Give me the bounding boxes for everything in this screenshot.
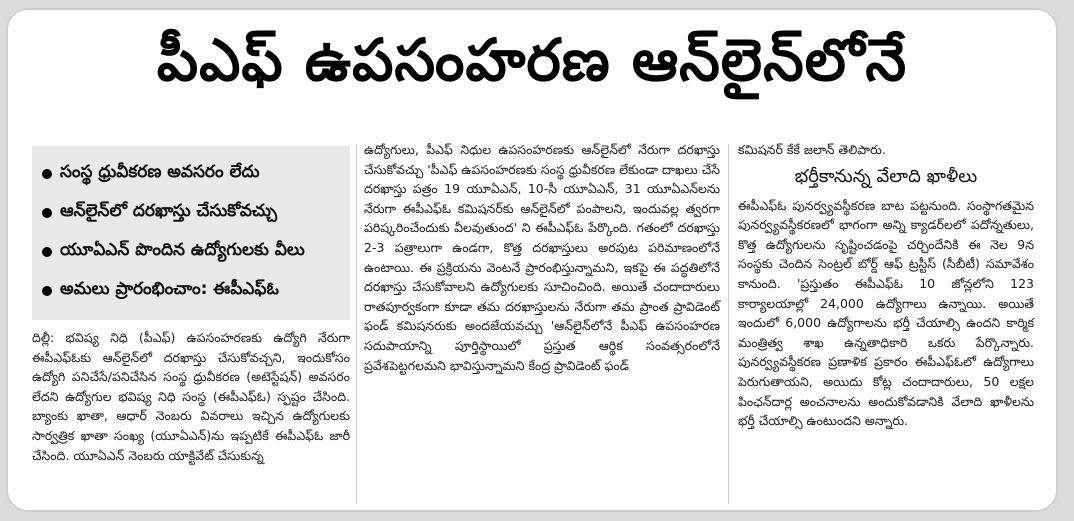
article-paragraph: ఉద్యోగులు, పీఎఫ్ నిధుల ఉపసంహరణకు ఆన్‌లైన్‌లో నేరుగా దరఖాస్తు చేసుకోవచ్చు 'పీఎఫ్ ఉపసంహరణకు సంస్థ ధ్రువీకరణ లేకుండా దాఖలు చేసే దరఖాస్తు పత్రం 19 యూఏఎన్, 10-సీ యూఏఎన్, 31 యూఏఎన్‌లను నేరుగా ఈపీఎఫ్ఓ కమిషనర్‌కు ఆన్‌లైన్‌లో పంపాలని, ఇందువల్ల త్వరగా పరిష్కరించేందుకు వీలవుతుంద' ని ఈపీఎఫ్ఓ పేర్కొంది. గతంలో దరఖాస్తు 2-3 పత్రాలుగా ఉండగా, కొత్త దరఖాస్తులు అరపుట పరిమాణంలోనే ఉంటాయి. ఈ ప్రక్రియను వెంటనే ప్రారంభిస్తున్నామని, ఇకపై ఈ పద్ధతిలోనే దరఖాస్తు చేసుకోవాలని ఉద్యోగులకు సూచించింది. అయితే చందాదారులు రాతపూర్వకంగా కూడా తమ దరఖాస్తులను నేరుగా తమ ప్రాంత ప్రావిడెంట్ ఫండ్ కమిషనరుకు అందజేయవచ్చు 'ఆన్‌లైన్‌లోనే పీఎఫ్ ఉపసంహరణ సదుపాయాన్ని పూర్తిస్థాయిలో ప్రస్తుత ఆర్థిక సంవత్సరంలోనే ప్రవేశపెట్టగలమని భావిస్తున్నామని కేంద్ర ప్రావిడెంట్ ఫండ్: [364, 142, 720, 373]
newspaper-clipping: [6, 8, 1058, 512]
article-column-1: [32, 328, 350, 465]
headline: పీఎఫ్ ఉపసంహరణ ఆన్‌లైన్‌లోనే: [156, 26, 908, 94]
bullet-icon: [42, 208, 52, 218]
article-paragraph: దిల్లీ: భవిష్య నిధి (పీఎఫ్) ఉపసంహరణకు ఉద్యోగి నేరుగా ఈపీఎఫ్ఓకు ఆన్‌లైన్‌లో దరఖాస్తు చేసుకోవచ్చని, ఇందుకోసం ఉద్యోగి పనిచేసే/పనిచేసిన సంస్థ ధ్రువీకరణ (అటెస్టేషన్) అవసరం లేదని ఉద్యోగుల భవిష్య నిధి సంస్థ (ఈపీఎఫ్ఓ) స్పష్టం చేసింది. బ్యాంకు ఖాతా, ఆధార్ నెంబరు వివరాలు ఇచ్చిన ఉద్యోగులకు సార్వత్రిక ఖాతా సంఖ్య (యూఏఎన్)ను ఇప్పటికే ఈపీఎఫ్ఓ జారీ చేసింది. యూఏఎన్ నెంబరు యాక్టివేట్ చేసుకున్న: [32, 330, 350, 463]
article-paragraph: కమిషనర్ కేకే జలాన్ తెలిపారు.: [738, 142, 886, 157]
column-divider: [728, 144, 729, 504]
highlight-item: [42, 154, 340, 193]
highlight-item: [42, 271, 340, 310]
highlight-text: సంస్థ ధ్రువీకరణ అవసరం లేదు: [60, 161, 260, 182]
bullet-icon: [42, 247, 52, 257]
bullet-icon: [42, 169, 52, 179]
highlight-text: యూఏఎన్ పొందిన ఉద్యోగులకు వీలు: [60, 239, 305, 260]
article-column-3: [738, 140, 1034, 431]
article-column-2: [364, 140, 720, 375]
article-paragraph: ఈపీఎఫ్ఓ పునర్వ్యవస్థీకరణ బాట పట్టనుంది. సంస్థాగతమైన పునర్వ్యవస్థీకరణలో భాగంగా అన్ని క్యాడర్‌లలో పదోన్నతులు, కొత్త ఉద్యోగులను సృష్టించడంపై చర్చిందేనికి ఈ నెల 9న సంస్థకు చెందిన సెంట్రల్ బోర్డ్ ఆఫ్ ట్రస్టీస్ (సీబీటీ) సమావేశం కానుంది. 'ప్రస్తుతం ఈపీఎఫ్ఓ 10 జోన్లలోని 123 కార్యాలయాల్లో 24,000 ఉద్యోగాలు ఉన్నాయి. అయితే ఇందులో 6,000 ఉద్యోగాలను భర్తీ చేయాల్సి ఉందని కార్మిక మంత్రిత్వ శాఖ ఉన్నతాధికారి ఒకరు పేర్కొన్నారు. పునర్వ్యవస్థీకరణ ప్రణాళిక ప్రకారం ఈపీఎఫ్ఓలో ఉద్యోగాలు పెరుగుతాయని, అయిదు కోట్ల చందాదారులు, 50 లక్షల పింఛన్‌దార్ల అంచనాలను అందుకోవడానికి వేలాది ఖాళీలను భర్తీ చేయాల్సి ఉంటుందని అన్నారు.: [738, 197, 1034, 429]
highlight-text: అమలు ప్రారంభించాం: ఈపీఎఫ్ఓ: [60, 278, 279, 299]
highlight-item: [42, 193, 340, 232]
highlights-box: [32, 146, 350, 320]
subheading: భర్తీకానున్న వేలాది ఖాళీలు: [794, 165, 978, 187]
highlight-text: ఆన్‌లైన్‌లో దరఖాస్తు చేసుకోవచ్చు: [60, 200, 277, 221]
column-divider: [356, 144, 357, 504]
bullet-icon: [42, 286, 52, 296]
highlight-item: [42, 232, 340, 271]
